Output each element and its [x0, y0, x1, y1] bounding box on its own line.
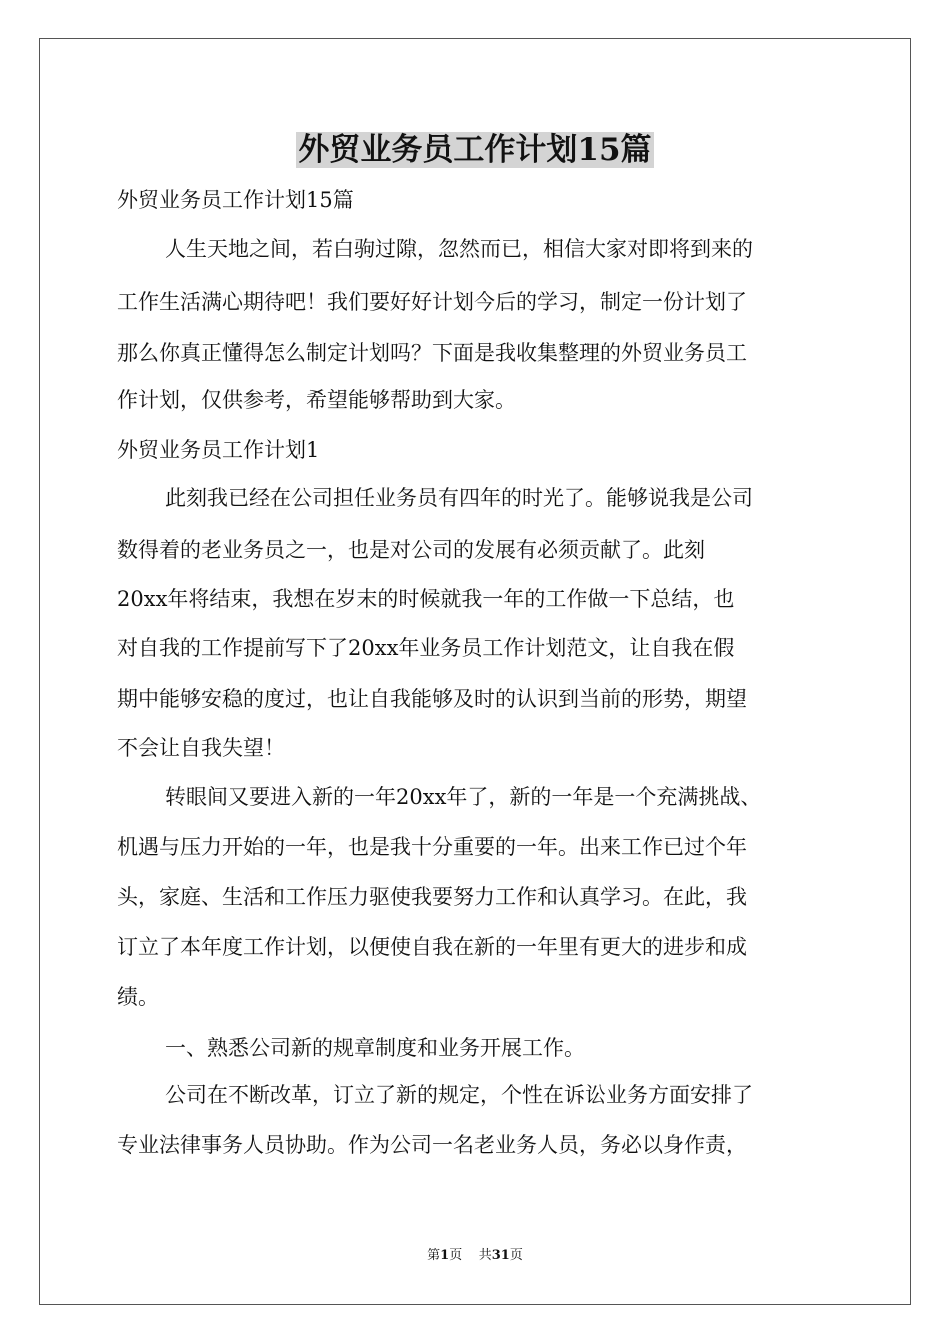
page-border: [39, 38, 911, 1305]
paragraph-line: 专业法律事务人员协助。作为公司一名老业务人员，务必以身作责，: [117, 1133, 747, 1157]
page-label-prefix: 第: [427, 1248, 441, 1263]
paragraph-line: 对自我的工作提前写下了20xx年业务员工作计划范文，让自我在假: [117, 636, 735, 660]
paragraph-line: 机遇与压力开始的一年，也是我十分重要的一年。出来工作已过个年: [117, 835, 747, 859]
paragraph-line: 头，家庭、生活和工作压力驱使我要努力工作和认真学习。在此，我: [117, 885, 747, 909]
paragraph-line: 期中能够安稳的度过，也让自我能够及时的认识到当前的形势，期望: [117, 687, 747, 711]
document-title: 外贸业务员工作计划15篇: [298, 132, 652, 168]
paragraph-line: 公司在不断改革，订立了新的规定，个性在诉讼业务方面安排了: [165, 1083, 753, 1107]
total-label-prefix: 共: [478, 1248, 492, 1263]
paragraph-line: 绩。: [117, 985, 159, 1009]
paragraph-line: 不会让自我失望！: [117, 736, 285, 760]
total-pages: 31: [491, 1248, 510, 1263]
paragraph-line: 数得着的老业务员之一，也是对公司的发展有必须贡献了。此刻: [117, 538, 705, 562]
paragraph-line: 此刻我已经在公司担任业务员有四年的时光了。能够说我是公司: [165, 486, 753, 510]
intro-line: 人生天地之间，若白驹过隙，忽然而已，相信大家对即将到来的: [165, 237, 753, 261]
item-heading: 一、熟悉公司新的规章制度和业务开展工作。: [165, 1036, 585, 1060]
paragraph-line: 20xx年将结束，我想在岁末的时候就我一年的工作做一下总结，也: [117, 587, 735, 611]
paragraph-line: 转眼间又要进入新的一年20xx年了，新的一年是一个充满挑战、: [165, 785, 762, 809]
page-footer: [0, 1247, 950, 1265]
page-number: 1: [440, 1248, 450, 1263]
page-label-suffix: 页: [449, 1248, 463, 1263]
intro-line: 工作生活满心期待吧！我们要好好计划今后的学习，制定一份计划了: [117, 290, 747, 314]
intro-line: 作计划，仅供参考，希望能够帮助到大家。: [117, 388, 516, 412]
paragraph-line: 订立了本年度工作计划，以便使自我在新的一年里有更大的进步和成: [117, 935, 747, 959]
total-label-suffix: 页: [509, 1248, 523, 1263]
section-heading: 外贸业务员工作计划1: [117, 438, 320, 462]
intro-line: 那么你真正懂得怎么制定计划吗？下面是我收集整理的外贸业务员工: [117, 341, 747, 365]
document-subtitle: 外贸业务员工作计划15篇: [117, 188, 354, 212]
